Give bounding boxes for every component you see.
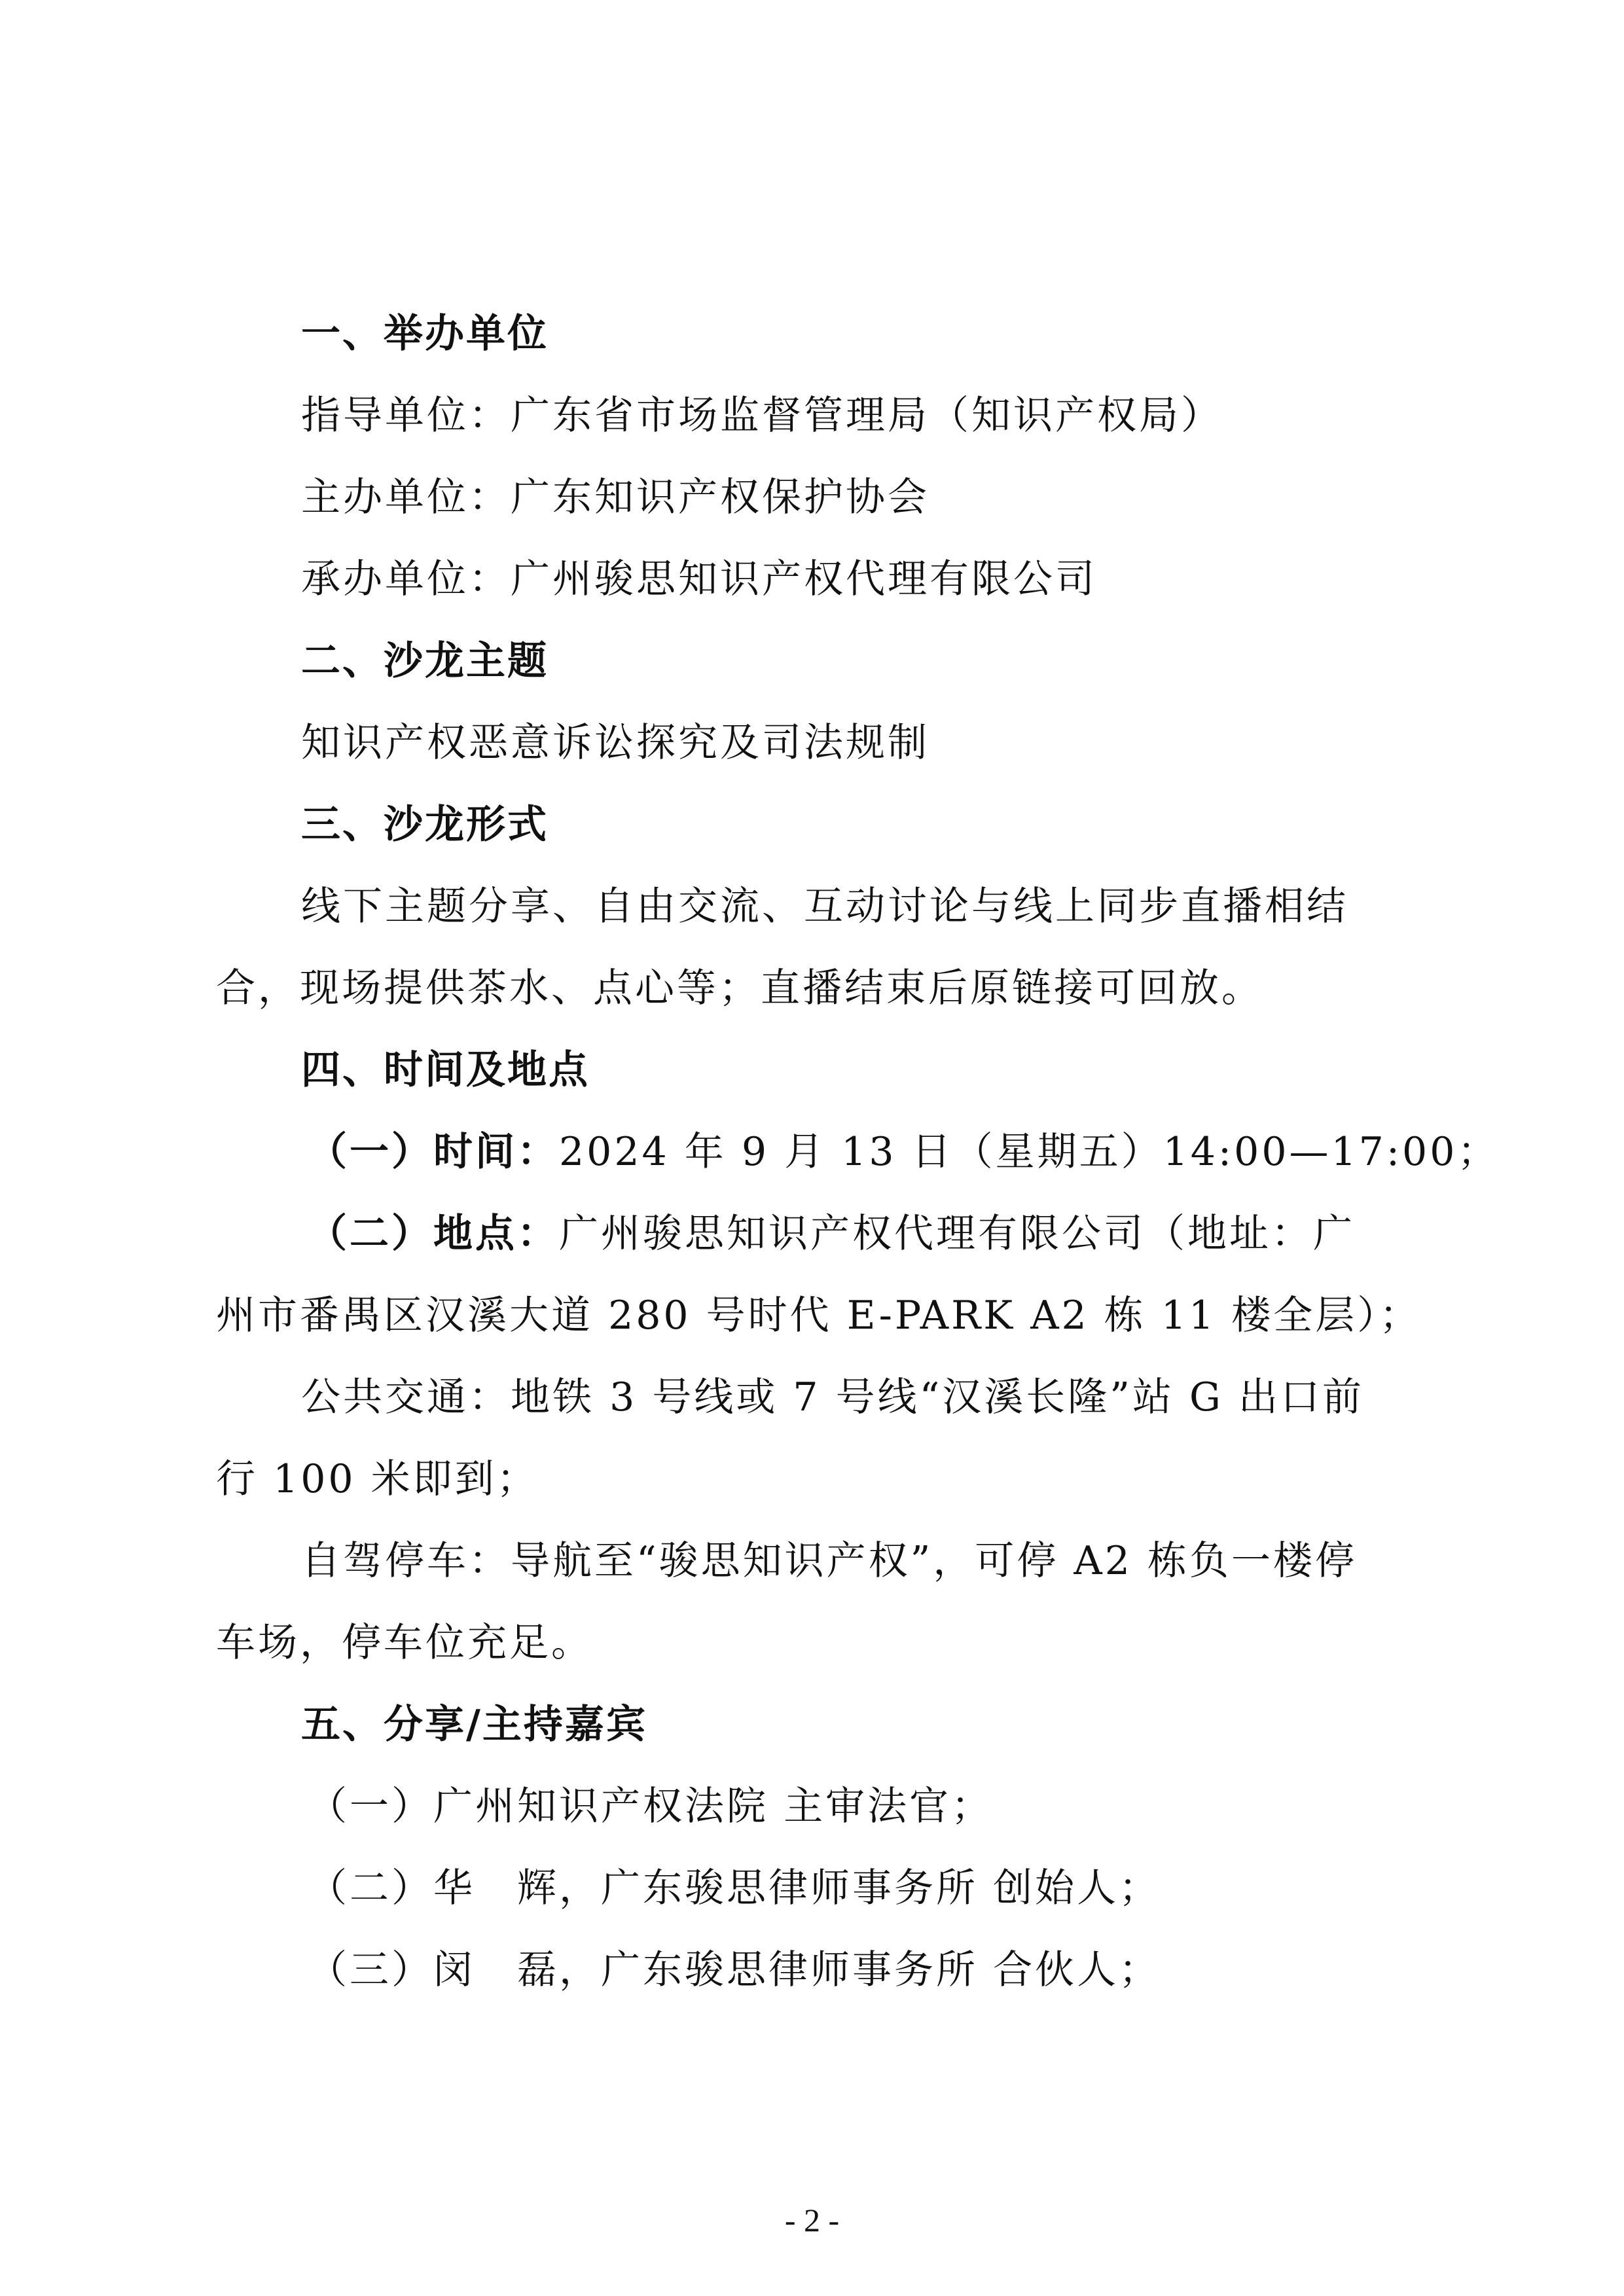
salon-topic-line: 知识产权恶意诉讼探究及司法规制 bbox=[301, 720, 929, 766]
time-line bbox=[308, 1126, 1499, 1178]
section-heading-guests: 五、分享/主持嘉宾 bbox=[301, 1702, 647, 1748]
host-unit-line: 主办单位：广东知识产权保护协会 bbox=[301, 475, 929, 520]
format-line-1: 线下主题分享、自由交流、互动讨论与线上同步直播相结 bbox=[301, 884, 1348, 929]
time-label: （一）时间： bbox=[308, 1129, 559, 1175]
section-heading-organizers: 一、举办单位 bbox=[301, 311, 549, 357]
transit-line-2: 行 100 米即到； bbox=[216, 1456, 539, 1502]
section-heading-theme: 二、沙龙主题 bbox=[301, 638, 549, 684]
page-number: - 2 - bbox=[784, 2202, 840, 2238]
organizer-unit-line: 承办单位：广州骏思知识产权代理有限公司 bbox=[301, 556, 1097, 602]
guest-line-2: （二）华 辉，广东骏思律师事务所 创始人； bbox=[308, 1865, 1161, 1911]
guest-line-3: （三）闵 磊，广东骏思律师事务所 合伙人； bbox=[308, 1947, 1161, 1993]
guest-line-1: （一）广州知识产权法院 主审法官； bbox=[308, 1784, 994, 1829]
section-heading-time-place: 四、时间及地点 bbox=[301, 1047, 590, 1093]
address-line: 州市番禺区汉溪大道 280 号时代 E-PARK A2 栋 11 楼全层）； bbox=[216, 1293, 1422, 1338]
guide-unit-line: 指导单位：广东省市场监督管理局（知识产权局） bbox=[301, 393, 1223, 439]
place-line bbox=[308, 1208, 1355, 1260]
time-value: 2024 年 9 月 13 日（星期五）14:00—17:00； bbox=[559, 1129, 1500, 1175]
format-line-2: 合，现场提供茶水、点心等；直播结束后原链接可回放。 bbox=[216, 965, 1263, 1011]
place-value: 广州骏思知识产权代理有限公司（地址：广 bbox=[559, 1211, 1355, 1257]
parking-line-2: 车场，停车位充足。 bbox=[216, 1620, 593, 1666]
transit-line-1: 公共交通：地铁 3 号线或 7 号线“汉溪长隆”站 G 出口前 bbox=[301, 1374, 1365, 1420]
section-heading-format: 三、沙龙形式 bbox=[301, 802, 549, 848]
parking-line-1: 自驾停车：导航至“骏思知识产权”，可停 A2 栋负一楼停 bbox=[301, 1538, 1357, 1584]
place-label: （二）地点： bbox=[308, 1211, 559, 1257]
